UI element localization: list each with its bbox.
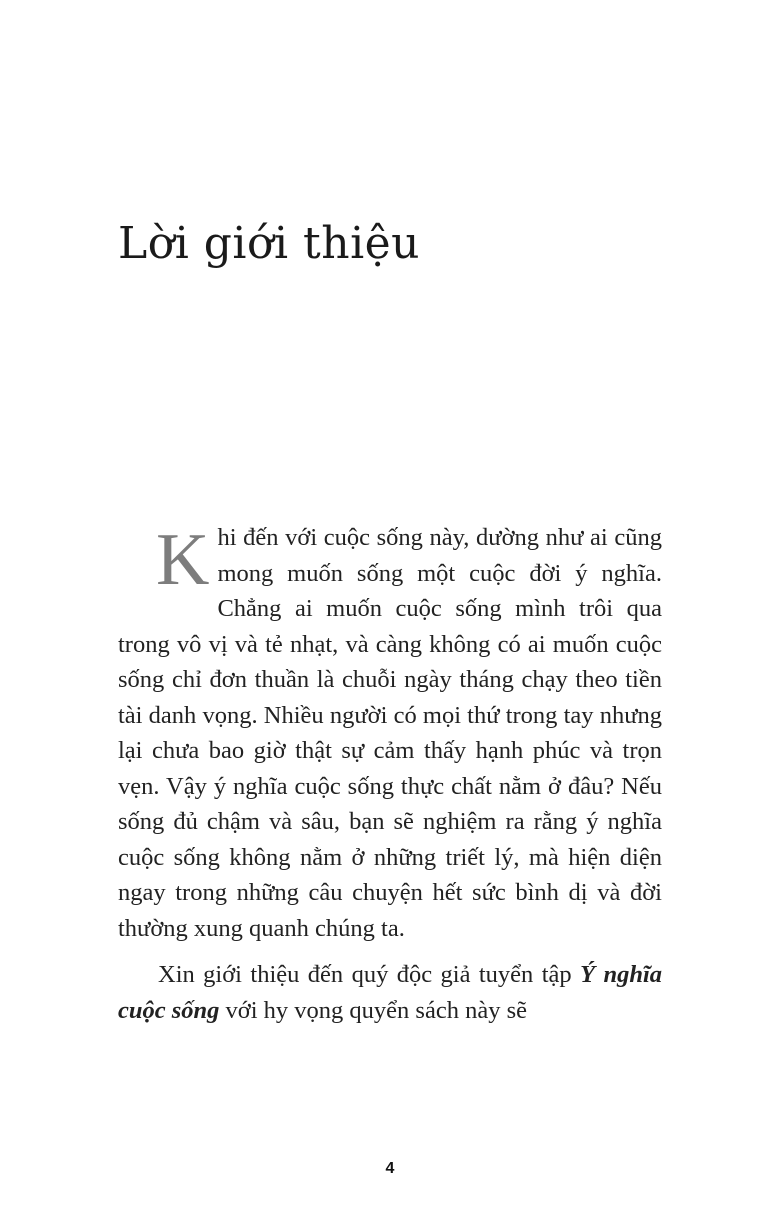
paragraph-2-lead: Xin giới thiệu đến quý độc giả tuyển tập bbox=[158, 961, 572, 988]
drop-cap: K bbox=[156, 519, 210, 601]
paragraph-1 bbox=[118, 520, 662, 946]
paragraph-2 bbox=[118, 957, 662, 1028]
book-title: Ý nghĩa cuộc sống bbox=[118, 961, 662, 1024]
page-number: 4 bbox=[385, 1160, 395, 1177]
body-text bbox=[118, 520, 662, 1028]
chapter-title: Lời giới thiệu bbox=[118, 218, 421, 269]
paragraph-1-text: hi đến với cuộc sống này, dường như ai cũng mong muốn sống một cuộc đời ý nghĩa. Chẳng ai muốn cuộc sống mình trôi qua trong vô vị và tẻ nhạt, và càng không có ai muốn cuộc sống chỉ đơn thuần là chuỗi ngày tháng chạy theo tiền tài danh vọng. Nhiều người có mọi thứ trong tay nhưng lại chưa bao giờ thật sự cảm thấy hạnh phúc và trọn vẹn. Vậy ý nghĩa cuộc sống thực chất nằm ở đâu? Nếu sống đủ chậm và sâu, bạn sẽ nghiệm ra rằng ý nghĩa cuộc sống không nằm ở những triết lý, mà hiện diện ngay trong những câu chuyện hết sức bình dị và đời thường xung quanh chúng ta. bbox=[118, 524, 662, 942]
paragraph-2-rest: với hy vọng quyển sách này sẽ bbox=[225, 996, 527, 1024]
